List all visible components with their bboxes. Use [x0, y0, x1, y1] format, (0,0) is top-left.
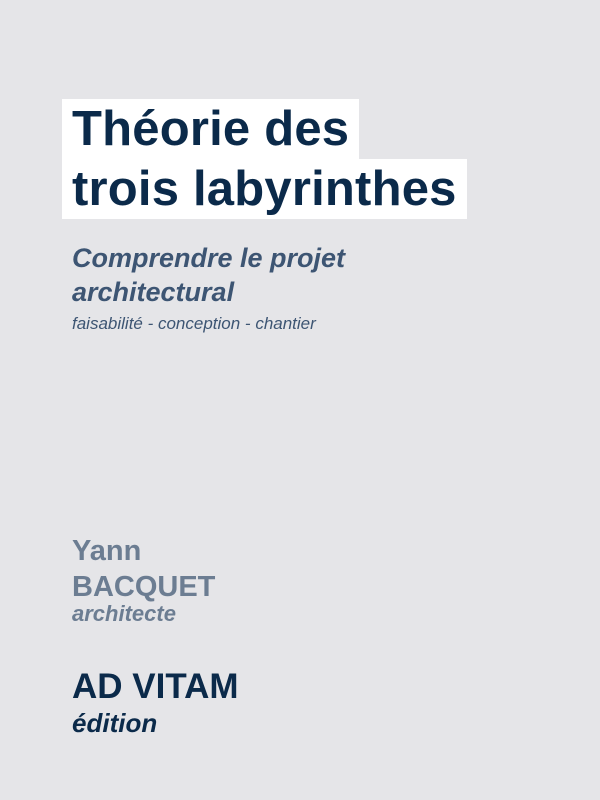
author-role: architecte — [72, 601, 176, 626]
title-line-2: trois labyrinthes — [62, 159, 467, 219]
title-line-1: Théorie des — [62, 99, 359, 159]
author-last-name: BACQUET — [72, 571, 216, 603]
publisher-sub: édition — [72, 708, 158, 738]
author-first-name: Yann — [72, 535, 142, 567]
publisher-name: AD VITAM — [72, 667, 239, 706]
author-name — [72, 533, 215, 605]
book-subtitle — [72, 241, 345, 309]
book-title — [62, 99, 467, 219]
subtitle-line-1: Comprendre le projet — [72, 243, 346, 273]
subtitle-line-2: architectural — [72, 277, 235, 307]
book-tagline: faisabilité - conception - chantier — [72, 314, 316, 333]
